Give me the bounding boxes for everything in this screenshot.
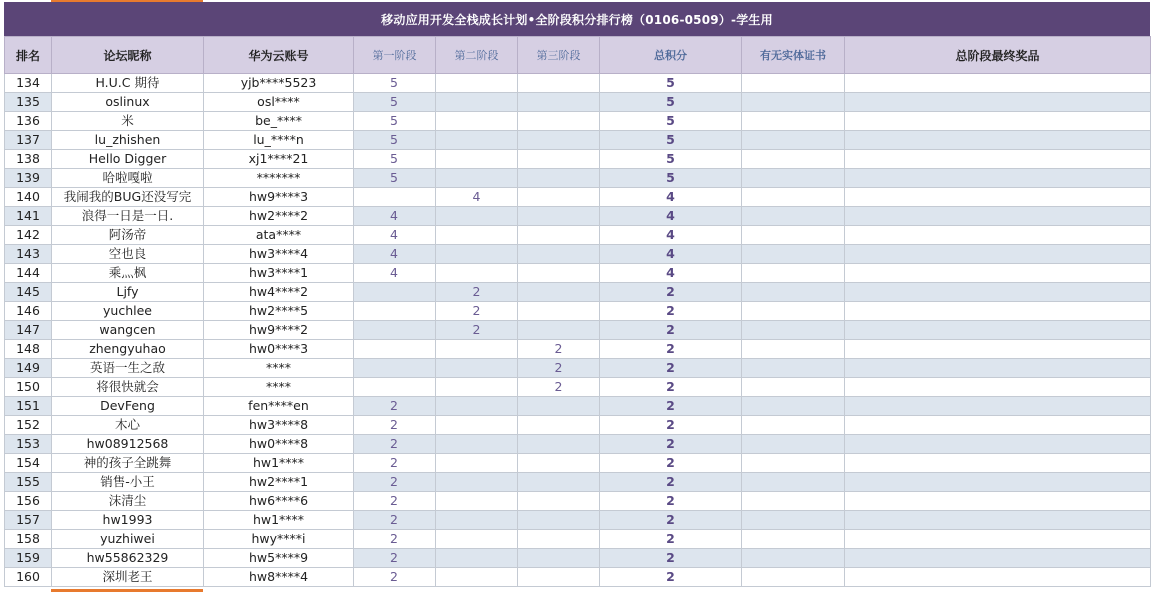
cell-rank[interactable]: 152 — [5, 416, 52, 435]
cell-account[interactable]: hw9****2 — [204, 321, 354, 340]
cell-phase-1[interactable]: 2 — [354, 416, 436, 435]
cell-certificate[interactable] — [742, 530, 845, 549]
cell-certificate[interactable] — [742, 207, 845, 226]
cell-phase-2[interactable]: 2 — [436, 321, 518, 340]
cell-account[interactable]: osl**** — [204, 93, 354, 112]
cell-phase-2[interactable] — [436, 169, 518, 188]
cell-certificate[interactable] — [742, 150, 845, 169]
cell-total[interactable]: 2 — [600, 549, 742, 568]
cell-nickname[interactable]: 空也良 — [52, 245, 204, 264]
table-row — [5, 302, 1151, 321]
cell-phase-1[interactable]: 5 — [354, 150, 436, 169]
header-certificate[interactable]: 有无实体证书 — [742, 37, 845, 74]
cell-certificate[interactable] — [742, 435, 845, 454]
cell-total[interactable]: 2 — [600, 283, 742, 302]
cell-total[interactable]: 5 — [600, 150, 742, 169]
cell-certificate[interactable] — [742, 93, 845, 112]
cell-final-prize[interactable] — [845, 245, 1151, 264]
cell-phase-3[interactable] — [518, 131, 600, 150]
cell-phase-3[interactable] — [518, 473, 600, 492]
table-row — [5, 454, 1151, 473]
cell-account[interactable]: hw2****2 — [204, 207, 354, 226]
cell-rank[interactable]: 142 — [5, 226, 52, 245]
cell-phase-2[interactable] — [436, 150, 518, 169]
cell-final-prize[interactable] — [845, 416, 1151, 435]
cell-final-prize[interactable] — [845, 492, 1151, 511]
cell-total[interactable]: 2 — [600, 568, 742, 587]
cell-phase-1[interactable]: 2 — [354, 530, 436, 549]
cell-account[interactable]: fen****en — [204, 397, 354, 416]
cell-phase-3[interactable] — [518, 93, 600, 112]
cell-rank[interactable]: 138 — [5, 150, 52, 169]
cell-final-prize[interactable] — [845, 131, 1151, 150]
cell-phase-2[interactable] — [436, 530, 518, 549]
cell-nickname[interactable]: hw1993 — [52, 511, 204, 530]
cell-certificate[interactable] — [742, 359, 845, 378]
cell-total[interactable]: 5 — [600, 112, 742, 131]
cell-phase-2[interactable] — [436, 473, 518, 492]
cell-phase-2[interactable] — [436, 568, 518, 587]
cell-total[interactable]: 2 — [600, 302, 742, 321]
cell-final-prize[interactable] — [845, 568, 1151, 587]
cell-phase-1[interactable]: 2 — [354, 397, 436, 416]
cell-certificate[interactable] — [742, 473, 845, 492]
cell-account[interactable]: hw4****2 — [204, 283, 354, 302]
cell-phase-3[interactable] — [518, 264, 600, 283]
table-row — [5, 549, 1151, 568]
table-row — [5, 340, 1151, 359]
cell-total[interactable]: 2 — [600, 530, 742, 549]
header-total[interactable]: 总积分 — [600, 37, 742, 74]
cell-total[interactable]: 4 — [600, 207, 742, 226]
cell-nickname[interactable]: 沫清尘 — [52, 492, 204, 511]
cell-certificate[interactable] — [742, 511, 845, 530]
table-row — [5, 511, 1151, 530]
cell-account[interactable]: be_**** — [204, 112, 354, 131]
cell-final-prize[interactable] — [845, 150, 1151, 169]
cell-nickname[interactable]: oslinux — [52, 93, 204, 112]
cell-phase-3[interactable]: 2 — [518, 378, 600, 397]
cell-total[interactable]: 2 — [600, 340, 742, 359]
table-row — [5, 416, 1151, 435]
cell-phase-2[interactable] — [436, 378, 518, 397]
cell-phase-1[interactable]: 5 — [354, 93, 436, 112]
cell-phase-3[interactable] — [518, 454, 600, 473]
cell-nickname[interactable]: DevFeng — [52, 397, 204, 416]
cell-phase-2[interactable] — [436, 397, 518, 416]
cell-rank[interactable]: 146 — [5, 302, 52, 321]
cell-phase-3[interactable] — [518, 188, 600, 207]
cell-rank[interactable]: 148 — [5, 340, 52, 359]
cell-phase-1[interactable]: 4 — [354, 207, 436, 226]
cell-rank[interactable]: 149 — [5, 359, 52, 378]
table-row — [5, 283, 1151, 302]
cell-phase-3[interactable] — [518, 435, 600, 454]
cell-phase-1[interactable] — [354, 188, 436, 207]
cell-final-prize[interactable] — [845, 378, 1151, 397]
table-row — [5, 188, 1151, 207]
cell-nickname[interactable]: 哈啦嘎啦 — [52, 169, 204, 188]
cell-certificate[interactable] — [742, 454, 845, 473]
table-row — [5, 359, 1151, 378]
cell-account[interactable]: ******* — [204, 169, 354, 188]
cell-phase-3[interactable] — [518, 530, 600, 549]
cell-rank[interactable]: 151 — [5, 397, 52, 416]
cell-certificate[interactable] — [742, 492, 845, 511]
cell-phase-3[interactable] — [518, 511, 600, 530]
cell-certificate[interactable] — [742, 397, 845, 416]
cell-certificate[interactable] — [742, 283, 845, 302]
cell-nickname[interactable]: lu_zhishen — [52, 131, 204, 150]
cell-certificate[interactable] — [742, 340, 845, 359]
selection-indicator-bottom — [51, 589, 203, 592]
table-row — [5, 435, 1151, 454]
cell-account[interactable]: hw3****8 — [204, 416, 354, 435]
header-row — [5, 37, 1151, 74]
cell-phase-3[interactable] — [518, 226, 600, 245]
cell-phase-1[interactable] — [354, 378, 436, 397]
table-row — [5, 245, 1151, 264]
cell-certificate[interactable] — [742, 549, 845, 568]
cell-final-prize[interactable] — [845, 397, 1151, 416]
table-row — [5, 93, 1151, 112]
cell-phase-2[interactable] — [436, 454, 518, 473]
cell-account[interactable]: ata**** — [204, 226, 354, 245]
cell-phase-3[interactable] — [518, 74, 600, 93]
cell-phase-1[interactable]: 5 — [354, 169, 436, 188]
cell-certificate[interactable] — [742, 321, 845, 340]
cell-total[interactable]: 4 — [600, 188, 742, 207]
table-row — [5, 530, 1151, 549]
table-row — [5, 397, 1151, 416]
cell-rank[interactable]: 154 — [5, 454, 52, 473]
cell-total[interactable]: 5 — [600, 74, 742, 93]
cell-certificate[interactable] — [742, 302, 845, 321]
cell-total[interactable]: 4 — [600, 245, 742, 264]
cell-phase-2[interactable] — [436, 207, 518, 226]
cell-rank[interactable]: 147 — [5, 321, 52, 340]
cell-total[interactable]: 2 — [600, 511, 742, 530]
cell-nickname[interactable]: hw55862329 — [52, 549, 204, 568]
cell-nickname[interactable]: hw08912568 — [52, 435, 204, 454]
cell-rank[interactable]: 141 — [5, 207, 52, 226]
table-row — [5, 378, 1151, 397]
table-row — [5, 169, 1151, 188]
cell-phase-1[interactable] — [354, 340, 436, 359]
cell-final-prize[interactable] — [845, 530, 1151, 549]
cell-account[interactable]: hw1**** — [204, 511, 354, 530]
cell-phase-2[interactable] — [436, 359, 518, 378]
cell-final-prize[interactable] — [845, 264, 1151, 283]
cell-phase-1[interactable]: 2 — [354, 492, 436, 511]
cell-rank[interactable]: 136 — [5, 112, 52, 131]
table-row — [5, 321, 1151, 340]
cell-certificate[interactable] — [742, 378, 845, 397]
cell-phase-2[interactable] — [436, 511, 518, 530]
cell-final-prize[interactable] — [845, 549, 1151, 568]
cell-rank[interactable]: 158 — [5, 530, 52, 549]
cell-phase-3[interactable] — [518, 245, 600, 264]
cell-rank[interactable]: 160 — [5, 568, 52, 587]
header-phase-2[interactable]: 第二阶段 — [436, 37, 518, 74]
cell-phase-1[interactable]: 2 — [354, 511, 436, 530]
cell-total[interactable]: 4 — [600, 264, 742, 283]
sheet-title: 移动应用开发全栈成长计划•全阶段积分排行榜（0106-0509）-学生用 — [4, 2, 1150, 36]
cell-nickname[interactable]: 木心 — [52, 416, 204, 435]
cell-final-prize[interactable] — [845, 169, 1151, 188]
cell-phase-1[interactable]: 5 — [354, 112, 436, 131]
cell-certificate[interactable] — [742, 131, 845, 150]
cell-nickname[interactable]: H.U.C 期待 — [52, 74, 204, 93]
cell-phase-2[interactable] — [436, 492, 518, 511]
cell-phase-3[interactable] — [518, 568, 600, 587]
ranking-table — [4, 36, 1151, 587]
cell-final-prize[interactable] — [845, 188, 1151, 207]
cell-total[interactable]: 2 — [600, 454, 742, 473]
cell-phase-2[interactable] — [436, 264, 518, 283]
header-nickname[interactable]: 论坛昵称 — [52, 37, 204, 74]
table-row — [5, 207, 1151, 226]
cell-phase-3[interactable] — [518, 321, 600, 340]
cell-phase-3[interactable] — [518, 150, 600, 169]
header-rank[interactable]: 排名 — [5, 37, 52, 74]
cell-certificate[interactable] — [742, 245, 845, 264]
cell-total[interactable]: 5 — [600, 93, 742, 112]
cell-certificate[interactable] — [742, 169, 845, 188]
cell-nickname[interactable]: 将很快就会 — [52, 378, 204, 397]
cell-final-prize[interactable] — [845, 302, 1151, 321]
cell-nickname[interactable]: 浪得一日是一日. — [52, 207, 204, 226]
cell-account[interactable]: **** — [204, 359, 354, 378]
cell-phase-2[interactable]: 2 — [436, 302, 518, 321]
cell-phase-1[interactable]: 2 — [354, 435, 436, 454]
cell-account[interactable]: hw3****4 — [204, 245, 354, 264]
cell-final-prize[interactable] — [845, 321, 1151, 340]
cell-phase-3[interactable] — [518, 169, 600, 188]
cell-total[interactable]: 5 — [600, 131, 742, 150]
cell-rank[interactable]: 140 — [5, 188, 52, 207]
cell-nickname[interactable]: Hello Digger — [52, 150, 204, 169]
cell-nickname[interactable]: Ljfy — [52, 283, 204, 302]
cell-final-prize[interactable] — [845, 74, 1151, 93]
cell-phase-3[interactable]: 2 — [518, 340, 600, 359]
cell-final-prize[interactable] — [845, 473, 1151, 492]
cell-account[interactable]: hw0****8 — [204, 435, 354, 454]
cell-final-prize[interactable] — [845, 435, 1151, 454]
cell-phase-3[interactable] — [518, 112, 600, 131]
table-row — [5, 492, 1151, 511]
cell-account[interactable]: hw3****1 — [204, 264, 354, 283]
table-row — [5, 226, 1151, 245]
cell-phase-3[interactable] — [518, 283, 600, 302]
cell-phase-1[interactable]: 4 — [354, 264, 436, 283]
table-row — [5, 150, 1151, 169]
cell-total[interactable]: 2 — [600, 397, 742, 416]
cell-phase-1[interactable]: 4 — [354, 226, 436, 245]
cell-account[interactable]: hw2****5 — [204, 302, 354, 321]
cell-final-prize[interactable] — [845, 340, 1151, 359]
cell-rank[interactable]: 157 — [5, 511, 52, 530]
cell-phase-3[interactable] — [518, 549, 600, 568]
cell-total[interactable]: 2 — [600, 321, 742, 340]
cell-phase-2[interactable] — [436, 226, 518, 245]
cell-rank[interactable]: 135 — [5, 93, 52, 112]
cell-final-prize[interactable] — [845, 359, 1151, 378]
cell-total[interactable]: 2 — [600, 416, 742, 435]
cell-nickname[interactable]: 神的孩子全跳舞 — [52, 454, 204, 473]
cell-phase-1[interactable] — [354, 321, 436, 340]
cell-phase-1[interactable]: 2 — [354, 549, 436, 568]
table-row — [5, 131, 1151, 150]
cell-nickname[interactable]: 英语一生之敌 — [52, 359, 204, 378]
cell-phase-2[interactable] — [436, 549, 518, 568]
cell-rank[interactable]: 143 — [5, 245, 52, 264]
cell-certificate[interactable] — [742, 416, 845, 435]
cell-certificate[interactable] — [742, 264, 845, 283]
cell-account[interactable]: hw2****1 — [204, 473, 354, 492]
cell-account[interactable]: hw0****3 — [204, 340, 354, 359]
cell-phase-2[interactable] — [436, 74, 518, 93]
cell-account[interactable]: hw9****3 — [204, 188, 354, 207]
cell-phase-1[interactable]: 2 — [354, 473, 436, 492]
cell-nickname[interactable]: yuzhiwei — [52, 530, 204, 549]
header-account[interactable]: 华为云账号 — [204, 37, 354, 74]
cell-phase-2[interactable] — [436, 435, 518, 454]
cell-phase-3[interactable] — [518, 397, 600, 416]
cell-account[interactable]: hw6****6 — [204, 492, 354, 511]
table-row — [5, 112, 1151, 131]
cell-phase-1[interactable] — [354, 302, 436, 321]
cell-phase-1[interactable] — [354, 359, 436, 378]
cell-phase-2[interactable] — [436, 416, 518, 435]
cell-final-prize[interactable] — [845, 454, 1151, 473]
cell-account[interactable]: **** — [204, 378, 354, 397]
cell-account[interactable]: hw1**** — [204, 454, 354, 473]
cell-phase-2[interactable] — [436, 340, 518, 359]
cell-phase-3[interactable]: 2 — [518, 359, 600, 378]
cell-rank[interactable]: 156 — [5, 492, 52, 511]
cell-certificate[interactable] — [742, 226, 845, 245]
cell-phase-1[interactable]: 5 — [354, 74, 436, 93]
cell-account[interactable]: lu_****n — [204, 131, 354, 150]
cell-certificate[interactable] — [742, 112, 845, 131]
cell-phase-1[interactable]: 5 — [354, 131, 436, 150]
cell-account[interactable]: yjb****5523 — [204, 74, 354, 93]
cell-total[interactable]: 5 — [600, 169, 742, 188]
cell-phase-3[interactable] — [518, 416, 600, 435]
cell-nickname[interactable]: yuchlee — [52, 302, 204, 321]
cell-rank[interactable]: 144 — [5, 264, 52, 283]
cell-account[interactable]: hwy****i — [204, 530, 354, 549]
cell-nickname[interactable]: 深圳老王 — [52, 568, 204, 587]
cell-phase-2[interactable] — [436, 131, 518, 150]
cell-rank[interactable]: 134 — [5, 74, 52, 93]
cell-nickname[interactable]: 我闹我的BUG还没写完 — [52, 188, 204, 207]
cell-rank[interactable]: 145 — [5, 283, 52, 302]
cell-final-prize[interactable] — [845, 93, 1151, 112]
cell-account[interactable]: xj1****21 — [204, 150, 354, 169]
cell-phase-2[interactable] — [436, 112, 518, 131]
cell-rank[interactable]: 139 — [5, 169, 52, 188]
cell-nickname[interactable]: 阿汤帝 — [52, 226, 204, 245]
cell-phase-1[interactable]: 2 — [354, 568, 436, 587]
cell-rank[interactable]: 150 — [5, 378, 52, 397]
table-row — [5, 74, 1151, 93]
cell-total[interactable]: 2 — [600, 435, 742, 454]
cell-total[interactable]: 2 — [600, 492, 742, 511]
cell-rank[interactable]: 137 — [5, 131, 52, 150]
cell-nickname[interactable]: wangcen — [52, 321, 204, 340]
cell-nickname[interactable]: zhengyuhao — [52, 340, 204, 359]
cell-rank[interactable]: 153 — [5, 435, 52, 454]
table-row — [5, 568, 1151, 587]
cell-total[interactable]: 4 — [600, 226, 742, 245]
cell-rank[interactable]: 155 — [5, 473, 52, 492]
header-final-prize[interactable]: 总阶段最终奖品 — [845, 37, 1151, 74]
table-row — [5, 473, 1151, 492]
cell-nickname[interactable]: 乘灬枫 — [52, 264, 204, 283]
cell-certificate[interactable] — [742, 188, 845, 207]
cell-phase-3[interactable] — [518, 207, 600, 226]
cell-account[interactable]: hw8****4 — [204, 568, 354, 587]
cell-phase-2[interactable]: 2 — [436, 283, 518, 302]
cell-total[interactable]: 2 — [600, 378, 742, 397]
header-phase-1[interactable]: 第一阶段 — [354, 37, 436, 74]
cell-phase-2[interactable] — [436, 245, 518, 264]
cell-certificate[interactable] — [742, 74, 845, 93]
cell-final-prize[interactable] — [845, 112, 1151, 131]
cell-phase-3[interactable] — [518, 302, 600, 321]
cell-final-prize[interactable] — [845, 283, 1151, 302]
cell-nickname[interactable]: 米 — [52, 112, 204, 131]
cell-rank[interactable]: 159 — [5, 549, 52, 568]
cell-certificate[interactable] — [742, 568, 845, 587]
cell-phase-1[interactable]: 2 — [354, 454, 436, 473]
cell-total[interactable]: 2 — [600, 359, 742, 378]
cell-final-prize[interactable] — [845, 226, 1151, 245]
table-row — [5, 264, 1151, 283]
cell-phase-2[interactable]: 4 — [436, 188, 518, 207]
spreadsheet — [4, 2, 1150, 587]
cell-final-prize[interactable] — [845, 207, 1151, 226]
cell-final-prize[interactable] — [845, 511, 1151, 530]
header-phase-3[interactable]: 第三阶段 — [518, 37, 600, 74]
cell-total[interactable]: 2 — [600, 473, 742, 492]
cell-phase-1[interactable]: 4 — [354, 245, 436, 264]
cell-phase-1[interactable] — [354, 283, 436, 302]
cell-phase-3[interactable] — [518, 492, 600, 511]
cell-phase-2[interactable] — [436, 93, 518, 112]
cell-account[interactable]: hw5****9 — [204, 549, 354, 568]
cell-nickname[interactable]: 销售-小王 — [52, 473, 204, 492]
